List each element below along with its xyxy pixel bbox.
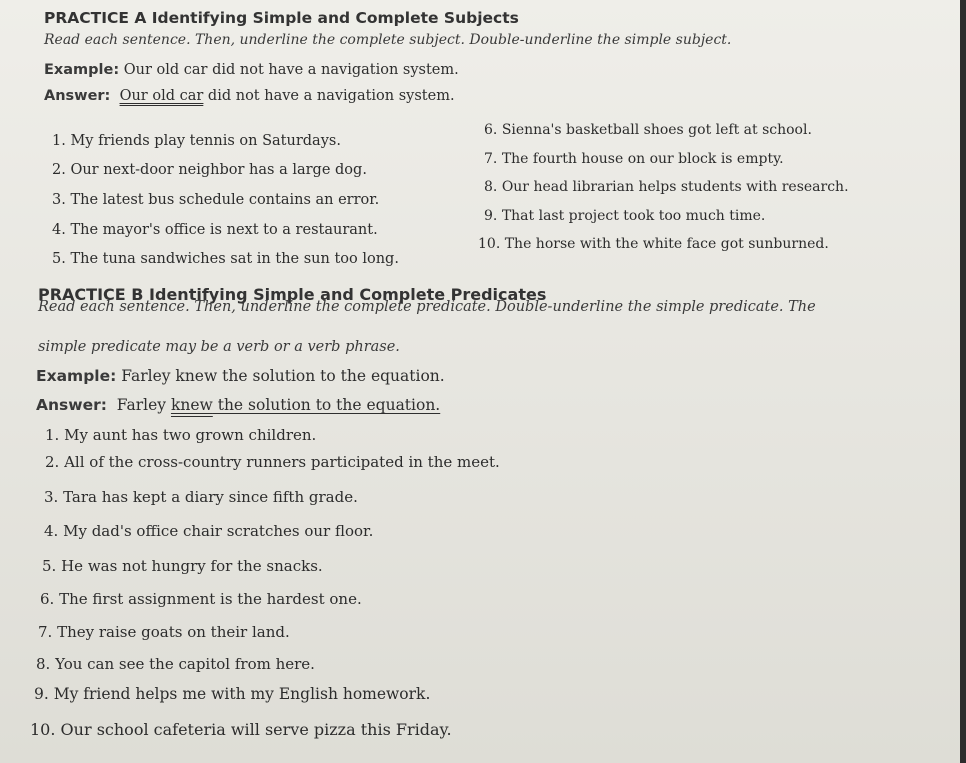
- item-text: Our next-door neighbor has a large dog.: [70, 162, 367, 178]
- list-item: [42, 557, 323, 575]
- answer-rest: the solution to the equation.: [212, 396, 441, 414]
- item-number: 1.: [45, 426, 60, 444]
- item-number: 6.: [40, 590, 55, 608]
- example-text: Farley knew the solution to the equation.: [121, 367, 445, 385]
- example-label: Example:: [36, 367, 117, 385]
- item-number: 2.: [45, 453, 60, 471]
- list-item: [44, 488, 358, 506]
- item-text: The mayor's office is next to a restaurant.: [70, 222, 378, 238]
- item-number: 10.: [478, 236, 501, 252]
- item-number: 10.: [30, 720, 56, 739]
- practice-a-heading: PRACTICE A Identifying Simple and Complete Subjects: [44, 9, 519, 27]
- practice-b-answer: [36, 396, 440, 414]
- list-item: [34, 685, 430, 703]
- item-number: 7.: [484, 151, 498, 167]
- list-item: [44, 522, 373, 540]
- item-number: 4.: [52, 222, 66, 238]
- item-number: 2.: [52, 162, 66, 178]
- practice-a-example: [44, 62, 459, 78]
- item-number: 6.: [484, 122, 498, 138]
- item-text: The fourth house on our block is empty.: [501, 151, 784, 167]
- item-text: Our school cafeteria will serve pizza this Friday.: [60, 720, 452, 739]
- practice-b-example: [36, 367, 445, 385]
- practice-b-heading: PRACTICE B Identifying Simple and Complete Predicates: [38, 285, 547, 304]
- item-number: 9.: [484, 208, 498, 224]
- answer-rest: did not have a navigation system.: [203, 88, 455, 104]
- item-text: My friend helps me with my English homework.: [53, 685, 431, 703]
- item-number: 5.: [52, 251, 66, 267]
- answer-subject: Farley: [116, 396, 171, 414]
- item-number: 3.: [44, 488, 59, 506]
- item-number: 1.: [52, 133, 66, 149]
- item-text: You can see the capitol from here.: [55, 655, 315, 673]
- answer-complete-subject: [120, 88, 204, 104]
- item-number: 5.: [42, 557, 57, 575]
- item-text: Sienna's basketball shoes got left at school.: [501, 122, 812, 138]
- practice-b-instructions-line2: simple predicate may be a verb or a verb phrase.: [38, 339, 400, 355]
- list-item: [45, 426, 316, 444]
- answer-complete-predicate: [171, 396, 440, 414]
- practice-a-answer: [44, 88, 455, 104]
- list-item: [52, 133, 341, 149]
- list-item: [36, 655, 315, 673]
- list-item: [52, 222, 378, 238]
- item-text: Tara has kept a diary since fifth grade.: [63, 488, 358, 506]
- item-text: The first assignment is the hardest one.: [59, 590, 362, 608]
- list-item: [30, 720, 452, 739]
- example-text: Our old car did not have a navigation system.: [123, 62, 459, 78]
- page-edge-shadow: [960, 0, 966, 763]
- item-number: 7.: [38, 623, 53, 641]
- item-text: They raise goats on their land.: [57, 623, 290, 641]
- answer-simple-predicate: knew: [170, 396, 213, 414]
- list-item: [38, 623, 290, 641]
- item-text: My dad's office chair scratches our floor.: [63, 522, 374, 540]
- item-text: My friends play tennis on Saturdays.: [70, 133, 341, 149]
- item-number: 9.: [34, 685, 49, 703]
- item-number: 4.: [44, 522, 59, 540]
- item-text: The horse with the white face got sunburned.: [504, 236, 829, 252]
- answer-label: Answer:: [36, 396, 107, 414]
- list-item: [484, 179, 849, 195]
- item-text: The tuna sandwiches sat in the sun too long.: [70, 251, 399, 267]
- practice-a-instructions: Read each sentence. Then, underline the complete subject. Double-underline the simple subject.: [44, 32, 732, 48]
- item-number: 3.: [52, 192, 66, 208]
- list-item: [52, 192, 379, 208]
- list-item: [484, 151, 784, 167]
- practice-b-instructions-line1: Read each sentence. Then, underline the complete predicate. Double-underline the simple predicate. The: [38, 299, 816, 315]
- item-text: My aunt has two grown children.: [64, 426, 317, 444]
- item-text: The latest bus schedule contains an error.: [70, 192, 380, 208]
- list-item: [478, 236, 829, 252]
- list-item: [52, 251, 399, 267]
- item-text: He was not hungry for the snacks.: [61, 557, 323, 575]
- list-item: [40, 590, 362, 608]
- example-label: Example:: [44, 62, 120, 78]
- list-item: [45, 453, 500, 471]
- list-item: [484, 208, 765, 224]
- list-item: [484, 122, 812, 138]
- answer-simple-subject: Our old car: [119, 88, 204, 104]
- item-text: That last project took too much time.: [501, 208, 766, 224]
- list-item: [52, 162, 367, 178]
- item-text: All of the cross-country runners participated in the meet.: [64, 453, 500, 471]
- answer-label: Answer:: [44, 88, 111, 104]
- item-number: 8.: [36, 655, 51, 673]
- item-number: 8.: [484, 179, 498, 195]
- item-text: Our head librarian helps students with research.: [501, 179, 849, 195]
